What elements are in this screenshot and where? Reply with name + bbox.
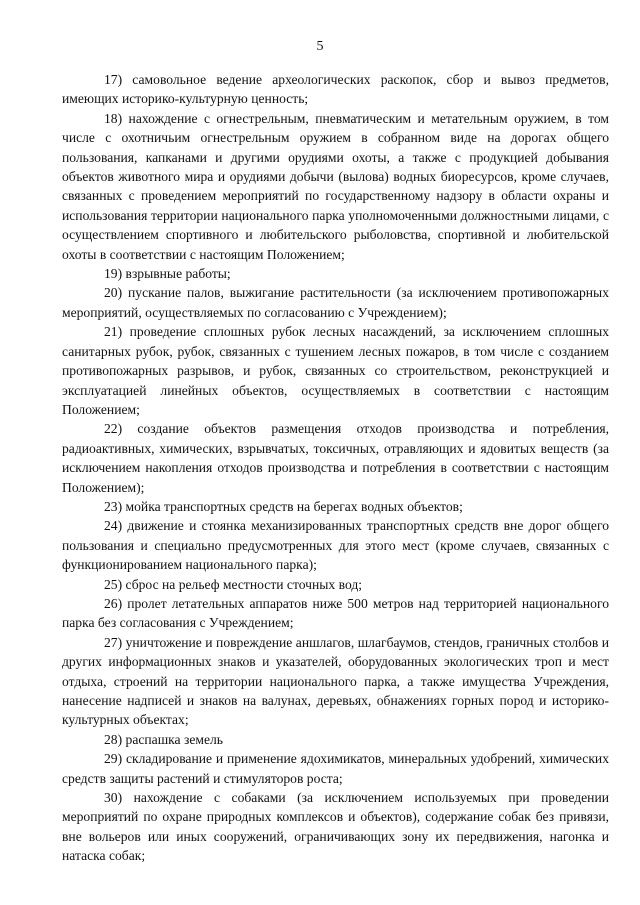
document-body: [62, 70, 609, 866]
paragraph-item-17: 17) самовольное ведение археологических раскопок, сбор и вывоз предметов, имеющих историко-культурную ценность;: [62, 72, 609, 107]
paragraph-item-20: 20) пускание палов, выжигание растительности (за исключением противопожарных мероприятий, осуществляемых по согласованию с Учреждением);: [62, 285, 609, 320]
page-number: 5: [316, 39, 324, 54]
paragraph-item-29: 29) складирование и применение ядохимикатов, минеральных удобрений, химических средств защиты растений и стимуляторов роста;: [62, 751, 609, 786]
paragraph-item-19: 19) взрывные работы;: [104, 266, 231, 282]
paragraph-item-21: 21) проведение сплошных рубок лесных насаждений, за исключением сплошных санитарных рубок, рубок, связанных с тушением лесных пожаров, в том числе с созданием противопожарных разрывов, и рубок, связанных со строительством, реконструкцией и эксплуатацией линейных объектов, осуществляемых в соответствии с настоящим Положением;: [62, 324, 609, 417]
paragraph-item-27: 27) уничтожение и повреждение аншлагов, шлагбаумов, стендов, граничных столбов и других информационных знаков и указателей, оборудованных экологических троп и мест отдыха, строений на территории национального парка, а также имущества Учреждения, нанесение надписей и знаков на валунах, деревьях, обнажениях горных пород и историко-культурных объектах;: [62, 634, 609, 728]
paragraph-item-30: 30) нахождение с собаками (за исключением используемых при проведении мероприятий по охране природных комплексов и объектов), содержание собак без привязи, вне вольеров или иных сооружений, ограничивающих зону их передвижения, нагонка и натаска собак;: [62, 790, 609, 864]
paragraph-item-24: 24) движение и стоянка механизированных транспортных средств вне дорог общего пользования и специально предусмотренных для этого мест (кроме случаев, связанных с функционированием национального парка);: [62, 518, 609, 573]
paragraph-item-28: 28) распашка земель: [104, 731, 224, 747]
paragraph-item-25: 25) сброс на рельеф местности сточных вод;: [104, 576, 363, 592]
paragraph-item-18: 18) нахождение с огнестрельным, пневматическим и метательным оружием, в том числе с охотничьим огнестрельным оружием в собранном виде на дорогах общего пользования, капканами и другими орудиями охоты, а также с продукцией добывания объектов животного мира и орудиями добычи (вылова) водных биоресурсов, кроме случаев, связанных с проведением мероприятий по государственному надзору в области охраны и использования территории национального парка уполномоченными должностными лицами, с осуществлением спортивного и любительского рыболовства, спортивной и любительской охоты в соответствии с настоящим Положением;: [62, 110, 609, 262]
paragraph-item-26: 26) пролет летательных аппаратов ниже 500 метров над территорией национального парка без согласования с Учреждением;: [62, 595, 609, 631]
paragraph-item-23: 23) мойка транспортных средств на берегах водных объектов;: [104, 498, 463, 514]
paragraph-item-22: 22) создание объектов размещения отходов производства и потребления, радиоактивных, химических, взрывчатых, токсичных, отравляющих и ядовитых веществ (за исключением накопления отходов производства и потребления в соответствии с настоящим Положением);: [62, 421, 609, 495]
